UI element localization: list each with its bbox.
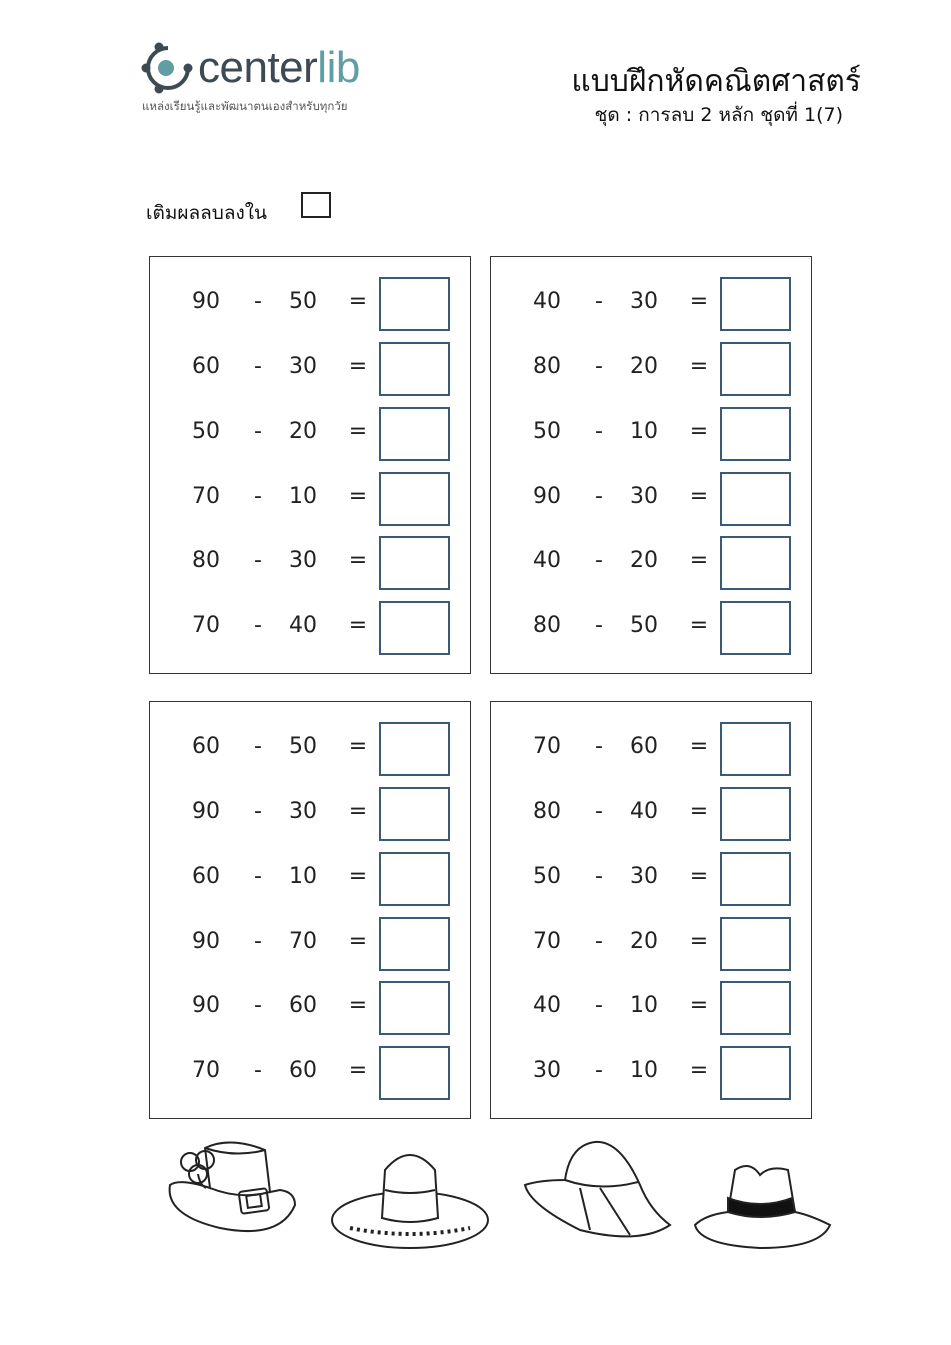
minus-sign: - [254,734,262,759]
subtrahend: 70 [289,929,317,954]
equals-sign: = [689,289,709,314]
minus-sign: - [254,799,262,824]
instruction-text: เติมผลลบลงใน [146,202,268,224]
answer-box[interactable] [379,722,450,776]
exercise-panel [149,701,471,1119]
minus-sign: - [254,929,262,954]
answer-box[interactable] [379,277,450,331]
minus-sign: - [595,734,603,759]
minuend: 50 [533,419,561,444]
minus-sign: - [254,484,262,509]
minus-sign: - [595,419,603,444]
sun-hat-icon [525,1142,670,1237]
minuend: 90 [192,289,220,314]
subtrahend: 20 [630,929,658,954]
answer-box[interactable] [379,472,450,526]
minuend: 60 [192,864,220,889]
minus-sign: - [595,993,603,1018]
minuend: 50 [533,864,561,889]
minus-sign: - [595,484,603,509]
minus-sign: - [595,289,603,314]
equals-sign: = [348,289,368,314]
subtrahend: 30 [289,548,317,573]
problem-row [150,1046,470,1100]
problem-row [150,472,470,526]
minus-sign: - [595,799,603,824]
answer-box[interactable] [720,342,791,396]
answer-box[interactable] [379,601,450,655]
answer-box[interactable] [379,407,450,461]
equals-sign: = [348,1058,368,1083]
minuend: 70 [192,613,220,638]
subtrahend: 20 [630,354,658,379]
problem-row [150,536,470,590]
minuend: 40 [533,289,561,314]
minus-sign: - [254,613,262,638]
equals-sign: = [348,484,368,509]
subtrahend: 40 [630,799,658,824]
problem-row [150,601,470,655]
answer-box[interactable] [379,852,450,906]
equals-sign: = [689,799,709,824]
problem-row [491,536,811,590]
answer-box[interactable] [379,1046,450,1100]
answer-box[interactable] [720,472,791,526]
subtrahend: 10 [630,419,658,444]
logo-tagline: แหล่งเรียนรู้และพัฒนาตนเองสำหรับทุกวัย [142,99,348,113]
minuend: 90 [192,993,220,1018]
minus-sign: - [254,864,262,889]
minus-sign: - [595,548,603,573]
exercise-panel [490,256,812,674]
problem-row [491,277,811,331]
answer-box[interactable] [720,536,791,590]
problem-row [150,722,470,776]
equals-sign: = [689,864,709,889]
minuend: 70 [192,484,220,509]
subtrahend: 60 [630,734,658,759]
minuend: 70 [533,929,561,954]
problem-row [491,342,811,396]
subtrahend: 30 [289,354,317,379]
minuend: 40 [533,548,561,573]
fedora-icon [695,1166,830,1248]
subtrahend: 30 [289,799,317,824]
problem-row [491,472,811,526]
equals-sign: = [689,1058,709,1083]
subtrahend: 60 [289,993,317,1018]
equals-sign: = [348,799,368,824]
logo-icon [140,40,200,96]
minus-sign: - [595,354,603,379]
equals-sign: = [348,548,368,573]
subtrahend: 20 [630,548,658,573]
page-subtitle: ชุด : การลบ 2 หลัก ชุดที่ 1(7) [594,104,843,126]
problem-row [150,407,470,461]
minus-sign: - [254,289,262,314]
subtrahend: 60 [289,1058,317,1083]
minuend: 70 [533,734,561,759]
answer-box[interactable] [720,787,791,841]
minuend: 80 [533,354,561,379]
logo-wordmark [198,42,360,94]
exercise-panel [149,256,471,674]
equals-sign: = [689,734,709,759]
minus-sign: - [254,548,262,573]
equals-sign: = [689,613,709,638]
minuend: 30 [533,1058,561,1083]
problem-row [491,601,811,655]
answer-box[interactable] [720,277,791,331]
exercise-panel [490,701,812,1119]
problem-row [491,981,811,1035]
minuend: 90 [192,799,220,824]
problem-row [150,981,470,1035]
equals-sign: = [689,993,709,1018]
subtrahend: 10 [289,484,317,509]
problem-row [150,917,470,971]
problem-row [491,917,811,971]
subtrahend: 10 [630,1058,658,1083]
answer-box[interactable] [379,917,450,971]
equals-sign: = [689,484,709,509]
equals-sign: = [348,354,368,379]
subtrahend: 10 [630,993,658,1018]
problem-row [491,852,811,906]
minus-sign: - [254,419,262,444]
equals-sign: = [689,419,709,444]
problem-row [150,787,470,841]
minuend: 40 [533,993,561,1018]
answer-box[interactable] [720,407,791,461]
problem-row [491,1046,811,1100]
minuend: 80 [533,613,561,638]
answer-box[interactable] [379,787,450,841]
equals-sign: = [689,929,709,954]
subtrahend: 50 [289,734,317,759]
problem-row [150,342,470,396]
answer-box[interactable] [379,981,450,1035]
answer-box[interactable] [379,342,450,396]
minus-sign: - [595,613,603,638]
subtrahend: 20 [289,419,317,444]
answer-box[interactable] [720,981,791,1035]
minuend: 80 [533,799,561,824]
equals-sign: = [348,864,368,889]
subtrahend: 10 [289,864,317,889]
problem-row [491,787,811,841]
problem-row [491,722,811,776]
answer-box[interactable] [720,917,791,971]
minus-sign: - [254,1058,262,1083]
answer-box[interactable] [720,852,791,906]
minuend: 80 [192,548,220,573]
problem-row [491,407,811,461]
answer-box[interactable] [720,1046,791,1100]
equals-sign: = [348,613,368,638]
minuend: 90 [192,929,220,954]
subtrahend: 40 [289,613,317,638]
answer-box[interactable] [720,722,791,776]
equals-sign: = [348,734,368,759]
minuend: 70 [192,1058,220,1083]
answer-box[interactable] [720,601,791,655]
subtrahend: 30 [630,289,658,314]
instruction-sample-box [301,192,331,218]
minus-sign: - [254,354,262,379]
logo-word-center: center [198,43,318,92]
hats-decoration [160,1130,840,1260]
page-title: แบบฝึกหัดคณิตศาสตร์ [571,64,861,99]
equals-sign: = [689,548,709,573]
minus-sign: - [254,993,262,1018]
minuend: 50 [192,419,220,444]
minus-sign: - [595,864,603,889]
equals-sign: = [348,993,368,1018]
subtrahend: 50 [289,289,317,314]
minus-sign: - [595,929,603,954]
logo [140,40,400,120]
answer-box[interactable] [379,536,450,590]
subtrahend: 30 [630,484,658,509]
logo-word-lib: lib [317,43,360,92]
problem-row [150,277,470,331]
minuend: 60 [192,734,220,759]
sombrero-icon [332,1155,488,1248]
problem-row [150,852,470,906]
minuend: 60 [192,354,220,379]
equals-sign: = [689,354,709,379]
minus-sign: - [595,1058,603,1083]
minuend: 90 [533,484,561,509]
subtrahend: 30 [630,864,658,889]
subtrahend: 50 [630,613,658,638]
leprechaun-hat-icon [170,1142,295,1231]
equals-sign: = [348,419,368,444]
equals-sign: = [348,929,368,954]
